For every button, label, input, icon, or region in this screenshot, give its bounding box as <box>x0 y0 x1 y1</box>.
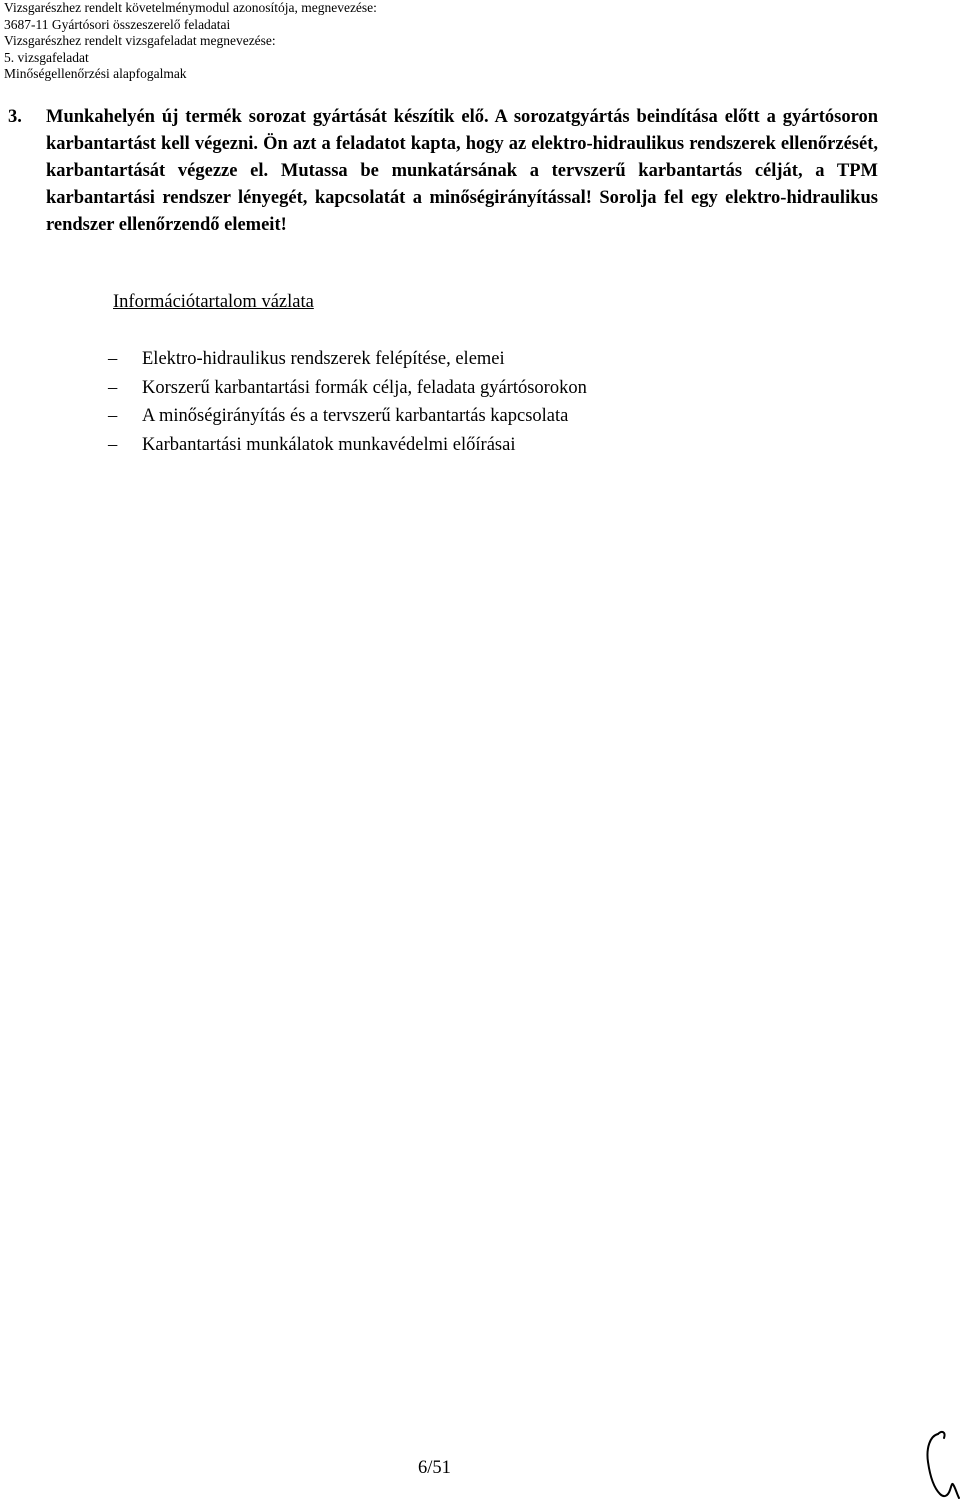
task-block <box>8 104 878 239</box>
header-line: Vizsgarészhez rendelt vizsgafeladat megnevezése: <box>4 33 276 48</box>
header-line: Minőségellenőrzési alapfogalmak <box>4 66 187 81</box>
header-line: Vizsgarészhez rendelt követelménymodul azonosítója, megnevezése: <box>4 0 377 15</box>
document-header <box>4 0 377 83</box>
dash-bullet: – <box>108 434 118 455</box>
list-item-text: Korszerű karbantartási formák célja, feladata gyártósorokon <box>142 377 587 398</box>
page-number: 6/51 <box>418 1458 451 1478</box>
signature-mark <box>916 1428 960 1503</box>
list-item <box>108 374 587 403</box>
info-title: Információtartalom vázlata <box>113 292 314 312</box>
list-item-text: Karbantartási munkálatok munkavédelmi előírásai <box>142 434 516 455</box>
header-line: 3687-11 Gyártósori összeszerelő feladatai <box>4 16 231 32</box>
header-line: 5. vizsgafeladat <box>4 49 89 65</box>
list-item-text: Elektro-hidraulikus rendszerek felépítése, elemei <box>142 349 505 369</box>
list-item <box>108 402 587 431</box>
list-item <box>108 431 587 460</box>
task-number: 3. <box>8 107 22 127</box>
task-text: Munkahelyén új termék sorozat gyártását készítik elő. A sorozatgyártás beindítása előtt a gyártósoron karbantartást kell végezni. Ön azt a feladatot kapta, hogy az elektro-hidraulikus rendszerek ellenőrzését, karbantartását végezze el. Mutassa be munkatársának a tervszerű karbantartás célját, a TPM karbantartási rendszer lényegét, kapcsolatát a minőségirányítással! Sorolja fel egy elektro-hidraulikus rendszer ellenőrzendő elemeit! <box>46 107 878 235</box>
list-item-text: A minőségirányítás és a tervszerű karbantartás kapcsolata <box>142 406 569 426</box>
dash-bullet: – <box>108 377 118 398</box>
dash-bullet: – <box>108 349 118 369</box>
list-item <box>108 345 587 374</box>
info-list <box>108 345 587 459</box>
dash-bullet: – <box>108 406 118 426</box>
